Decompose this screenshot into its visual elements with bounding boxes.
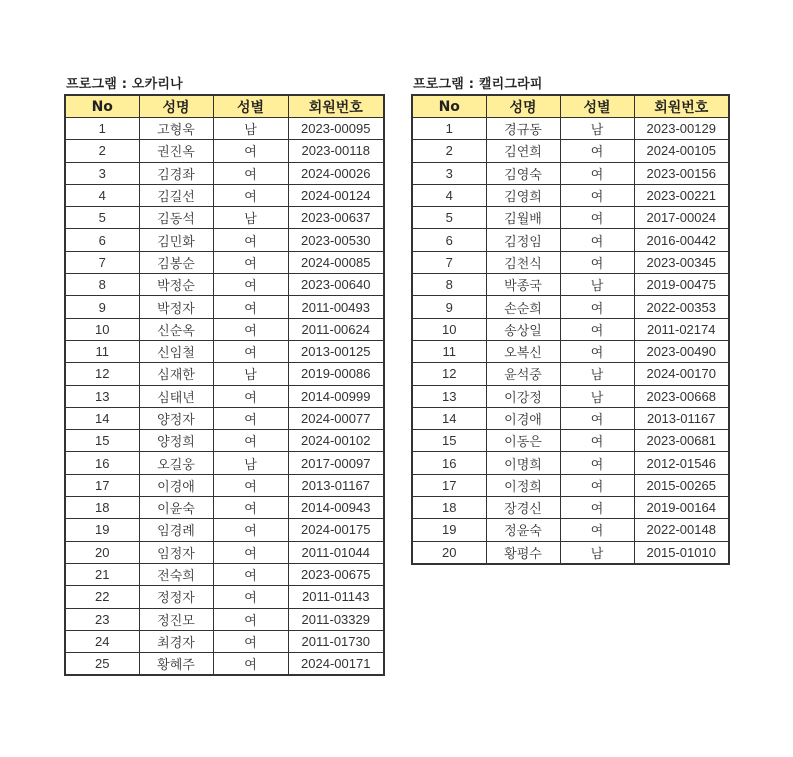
- cell-name: 송상일: [486, 318, 560, 340]
- cell-no: 10: [412, 318, 486, 340]
- cell-name: 이윤숙: [139, 497, 213, 519]
- cell-member-id: 2023-00118: [288, 140, 384, 162]
- cell-name: 신임철: [139, 340, 213, 362]
- cell-no: 14: [412, 407, 486, 429]
- cell-member-id: 2023-00637: [288, 207, 384, 229]
- cell-no: 4: [65, 184, 139, 206]
- cell-member-id: 2023-00668: [634, 385, 729, 407]
- cell-gender: 여: [213, 229, 288, 251]
- cell-gender: 남: [560, 363, 634, 385]
- table-row: [412, 274, 729, 296]
- cell-no: 6: [65, 229, 139, 251]
- cell-gender: 여: [560, 229, 634, 251]
- table-row: [65, 296, 384, 318]
- cell-member-id: 2011-01730: [288, 630, 384, 652]
- roster-table-calligraphy: [411, 94, 730, 565]
- table-row: [65, 452, 384, 474]
- cell-member-id: 2024-00102: [288, 430, 384, 452]
- cell-gender: 여: [560, 207, 634, 229]
- cell-no: 17: [65, 474, 139, 496]
- table-row: [412, 207, 729, 229]
- cell-no: 16: [65, 452, 139, 474]
- cell-gender: 여: [213, 541, 288, 563]
- table-row: [412, 229, 729, 251]
- cell-gender: 여: [560, 340, 634, 362]
- cell-gender: 여: [213, 318, 288, 340]
- cell-no: 5: [65, 207, 139, 229]
- cell-name: 손순희: [486, 296, 560, 318]
- cell-no: 10: [65, 318, 139, 340]
- cell-no: 14: [65, 407, 139, 429]
- cell-member-id: 2024-00105: [634, 140, 729, 162]
- table-row: [65, 251, 384, 273]
- cell-name: 정진모: [139, 608, 213, 630]
- cell-gender: 여: [560, 452, 634, 474]
- cell-member-id: 2011-01044: [288, 541, 384, 563]
- cell-no: 13: [65, 385, 139, 407]
- table-row: [65, 207, 384, 229]
- cell-name: 정윤숙: [486, 519, 560, 541]
- cell-member-id: 2011-00493: [288, 296, 384, 318]
- cell-no: 24: [65, 630, 139, 652]
- table-row: [412, 118, 729, 140]
- cell-gender: 남: [560, 274, 634, 296]
- cell-gender: 여: [213, 296, 288, 318]
- cell-member-id: 2016-00442: [634, 229, 729, 251]
- cell-gender: 여: [213, 474, 288, 496]
- table-row: [65, 407, 384, 429]
- cell-no: 1: [412, 118, 486, 140]
- cell-no: 17: [412, 474, 486, 496]
- cell-name: 고형욱: [139, 118, 213, 140]
- cell-member-id: 2023-00345: [634, 251, 729, 273]
- cell-member-id: 2013-00125: [288, 340, 384, 362]
- cell-no: 9: [412, 296, 486, 318]
- cell-member-id: 2011-00624: [288, 318, 384, 340]
- table-row: [412, 162, 729, 184]
- cell-name: 김경좌: [139, 162, 213, 184]
- cell-gender: 여: [213, 653, 288, 676]
- cell-member-id: 2024-00026: [288, 162, 384, 184]
- cell-no: 12: [412, 363, 486, 385]
- program-title-ocarina: 프로그램 : 오카리나: [66, 77, 183, 92]
- cell-name: 임경례: [139, 519, 213, 541]
- cell-gender: 여: [213, 251, 288, 273]
- cell-name: 황평수: [486, 541, 560, 564]
- cell-name: 전숙희: [139, 563, 213, 585]
- cell-no: 15: [412, 430, 486, 452]
- cell-name: 최경자: [139, 630, 213, 652]
- table-row: [65, 140, 384, 162]
- cell-member-id: 2014-00943: [288, 497, 384, 519]
- cell-member-id: 2011-03329: [288, 608, 384, 630]
- cell-name: 박정순: [139, 274, 213, 296]
- cell-name: 권진옥: [139, 140, 213, 162]
- cell-member-id: 2024-00175: [288, 519, 384, 541]
- col-header-name: 성명: [486, 95, 560, 118]
- cell-gender: 여: [213, 630, 288, 652]
- cell-gender: 여: [213, 497, 288, 519]
- cell-name: 김길선: [139, 184, 213, 206]
- table-row: [65, 563, 384, 585]
- table-row: [412, 452, 729, 474]
- cell-no: 1: [65, 118, 139, 140]
- cell-gender: 남: [560, 541, 634, 564]
- table-row: [412, 541, 729, 564]
- cell-no: 12: [65, 363, 139, 385]
- cell-gender: 여: [213, 430, 288, 452]
- cell-name: 김민화: [139, 229, 213, 251]
- cell-name: 오복신: [486, 340, 560, 362]
- col-header-gender: 성별: [213, 95, 288, 118]
- cell-gender: 여: [560, 407, 634, 429]
- table-row: [65, 608, 384, 630]
- table-row: [65, 430, 384, 452]
- cell-no: 18: [412, 497, 486, 519]
- cell-name: 오길웅: [139, 452, 213, 474]
- cell-no: 3: [412, 162, 486, 184]
- roster-table-ocarina: [64, 94, 385, 676]
- table-row: [412, 340, 729, 362]
- cell-gender: 여: [560, 318, 634, 340]
- cell-name: 이경애: [139, 474, 213, 496]
- cell-gender: 여: [560, 296, 634, 318]
- cell-member-id: 2023-00675: [288, 563, 384, 585]
- cell-no: 2: [412, 140, 486, 162]
- cell-member-id: 2013-01167: [634, 407, 729, 429]
- cell-gender: 여: [560, 430, 634, 452]
- cell-no: 23: [65, 608, 139, 630]
- cell-no: 20: [412, 541, 486, 564]
- cell-name: 양정희: [139, 430, 213, 452]
- cell-name: 김봉순: [139, 251, 213, 273]
- cell-name: 임정자: [139, 541, 213, 563]
- table-row: [65, 519, 384, 541]
- cell-member-id: 2024-00170: [634, 363, 729, 385]
- cell-name: 김월배: [486, 207, 560, 229]
- table-row: [65, 630, 384, 652]
- table-row: [65, 474, 384, 496]
- table-row: [65, 497, 384, 519]
- table-row: [412, 497, 729, 519]
- cell-no: 6: [412, 229, 486, 251]
- cell-member-id: 2024-00077: [288, 407, 384, 429]
- cell-name: 김영희: [486, 184, 560, 206]
- table-row: [65, 184, 384, 206]
- cell-member-id: 2014-00999: [288, 385, 384, 407]
- table-row: [412, 519, 729, 541]
- cell-name: 양정자: [139, 407, 213, 429]
- table-row: [65, 274, 384, 296]
- table-row: [412, 140, 729, 162]
- cell-no: 7: [65, 251, 139, 273]
- cell-name: 이경애: [486, 407, 560, 429]
- cell-no: 4: [412, 184, 486, 206]
- table-row: [412, 251, 729, 273]
- cell-no: 22: [65, 586, 139, 608]
- cell-member-id: 2019-00164: [634, 497, 729, 519]
- cell-no: 25: [65, 653, 139, 676]
- cell-member-id: 2023-00156: [634, 162, 729, 184]
- col-header-gender: 성별: [560, 95, 634, 118]
- cell-member-id: 2017-00024: [634, 207, 729, 229]
- cell-no: 8: [65, 274, 139, 296]
- cell-no: 11: [412, 340, 486, 362]
- cell-name: 황혜주: [139, 653, 213, 676]
- cell-member-id: 2023-00530: [288, 229, 384, 251]
- col-header-name: 성명: [139, 95, 213, 118]
- table-row: [65, 653, 384, 676]
- cell-member-id: 2011-02174: [634, 318, 729, 340]
- table-row: [65, 229, 384, 251]
- cell-gender: 여: [560, 251, 634, 273]
- cell-gender: 남: [560, 118, 634, 140]
- cell-gender: 남: [213, 207, 288, 229]
- cell-no: 11: [65, 340, 139, 362]
- col-header-no: No: [65, 95, 139, 118]
- table-row: [412, 318, 729, 340]
- table-row: [65, 340, 384, 362]
- cell-gender: 남: [560, 385, 634, 407]
- cell-name: 장경신: [486, 497, 560, 519]
- cell-gender: 여: [560, 497, 634, 519]
- cell-no: 16: [412, 452, 486, 474]
- cell-name: 이강정: [486, 385, 560, 407]
- cell-member-id: 2023-00640: [288, 274, 384, 296]
- table-row: [65, 385, 384, 407]
- cell-gender: 여: [213, 140, 288, 162]
- cell-member-id: 2022-00148: [634, 519, 729, 541]
- cell-gender: 여: [560, 474, 634, 496]
- program-title-calligraphy: 프로그램 : 캘리그라피: [413, 77, 543, 92]
- cell-name: 이정희: [486, 474, 560, 496]
- cell-member-id: 2015-01010: [634, 541, 729, 564]
- table-row: [412, 296, 729, 318]
- cell-no: 19: [65, 519, 139, 541]
- cell-member-id: 2024-00085: [288, 251, 384, 273]
- cell-member-id: 2023-00681: [634, 430, 729, 452]
- cell-gender: 남: [213, 452, 288, 474]
- cell-name: 심재한: [139, 363, 213, 385]
- cell-member-id: 2017-00097: [288, 452, 384, 474]
- cell-member-id: 2023-00221: [634, 184, 729, 206]
- cell-name: 박종국: [486, 274, 560, 296]
- cell-name: 김정임: [486, 229, 560, 251]
- col-header-member-id: 회원번호: [634, 95, 729, 118]
- cell-gender: 여: [213, 274, 288, 296]
- table-row: [412, 363, 729, 385]
- cell-gender: 남: [213, 363, 288, 385]
- table-row: [65, 162, 384, 184]
- cell-gender: 여: [213, 340, 288, 362]
- cell-name: 윤석중: [486, 363, 560, 385]
- cell-member-id: 2019-00086: [288, 363, 384, 385]
- cell-gender: 여: [560, 184, 634, 206]
- cell-no: 21: [65, 563, 139, 585]
- col-header-no: No: [412, 95, 486, 118]
- table-row: [65, 541, 384, 563]
- cell-member-id: 2019-00475: [634, 274, 729, 296]
- cell-no: 15: [65, 430, 139, 452]
- cell-gender: 여: [213, 385, 288, 407]
- cell-gender: 여: [213, 519, 288, 541]
- table-row: [65, 363, 384, 385]
- table-row: [412, 474, 729, 496]
- cell-no: 3: [65, 162, 139, 184]
- table-header-row: [412, 95, 729, 118]
- cell-member-id: 2013-01167: [288, 474, 384, 496]
- cell-name: 정정자: [139, 586, 213, 608]
- table-row: [412, 184, 729, 206]
- cell-no: 7: [412, 251, 486, 273]
- table-row: [412, 430, 729, 452]
- cell-name: 박정자: [139, 296, 213, 318]
- cell-name: 심태년: [139, 385, 213, 407]
- table-row: [412, 385, 729, 407]
- cell-member-id: 2023-00490: [634, 340, 729, 362]
- cell-member-id: 2023-00129: [634, 118, 729, 140]
- table-row: [412, 407, 729, 429]
- cell-name: 이동은: [486, 430, 560, 452]
- cell-gender: 여: [213, 608, 288, 630]
- cell-member-id: 2012-01546: [634, 452, 729, 474]
- cell-member-id: 2022-00353: [634, 296, 729, 318]
- table-row: [65, 318, 384, 340]
- cell-member-id: 2011-01143: [288, 586, 384, 608]
- table-header-row: [65, 95, 384, 118]
- table-row: [65, 118, 384, 140]
- cell-gender: 여: [213, 563, 288, 585]
- cell-member-id: 2023-00095: [288, 118, 384, 140]
- cell-gender: 여: [560, 162, 634, 184]
- cell-gender: 여: [560, 519, 634, 541]
- cell-name: 이명희: [486, 452, 560, 474]
- cell-name: 경규동: [486, 118, 560, 140]
- cell-name: 김영숙: [486, 162, 560, 184]
- cell-gender: 여: [213, 162, 288, 184]
- cell-member-id: 2015-00265: [634, 474, 729, 496]
- table-row: [65, 586, 384, 608]
- cell-gender: 여: [560, 140, 634, 162]
- cell-no: 2: [65, 140, 139, 162]
- cell-gender: 여: [213, 407, 288, 429]
- cell-name: 신순옥: [139, 318, 213, 340]
- cell-member-id: 2024-00171: [288, 653, 384, 676]
- cell-no: 9: [65, 296, 139, 318]
- cell-name: 김동석: [139, 207, 213, 229]
- cell-no: 5: [412, 207, 486, 229]
- cell-gender: 여: [213, 586, 288, 608]
- col-header-member-id: 회원번호: [288, 95, 384, 118]
- cell-name: 김천식: [486, 251, 560, 273]
- cell-no: 8: [412, 274, 486, 296]
- cell-gender: 여: [213, 184, 288, 206]
- cell-member-id: 2024-00124: [288, 184, 384, 206]
- cell-gender: 남: [213, 118, 288, 140]
- cell-name: 김연희: [486, 140, 560, 162]
- cell-no: 20: [65, 541, 139, 563]
- cell-no: 13: [412, 385, 486, 407]
- cell-no: 19: [412, 519, 486, 541]
- cell-no: 18: [65, 497, 139, 519]
